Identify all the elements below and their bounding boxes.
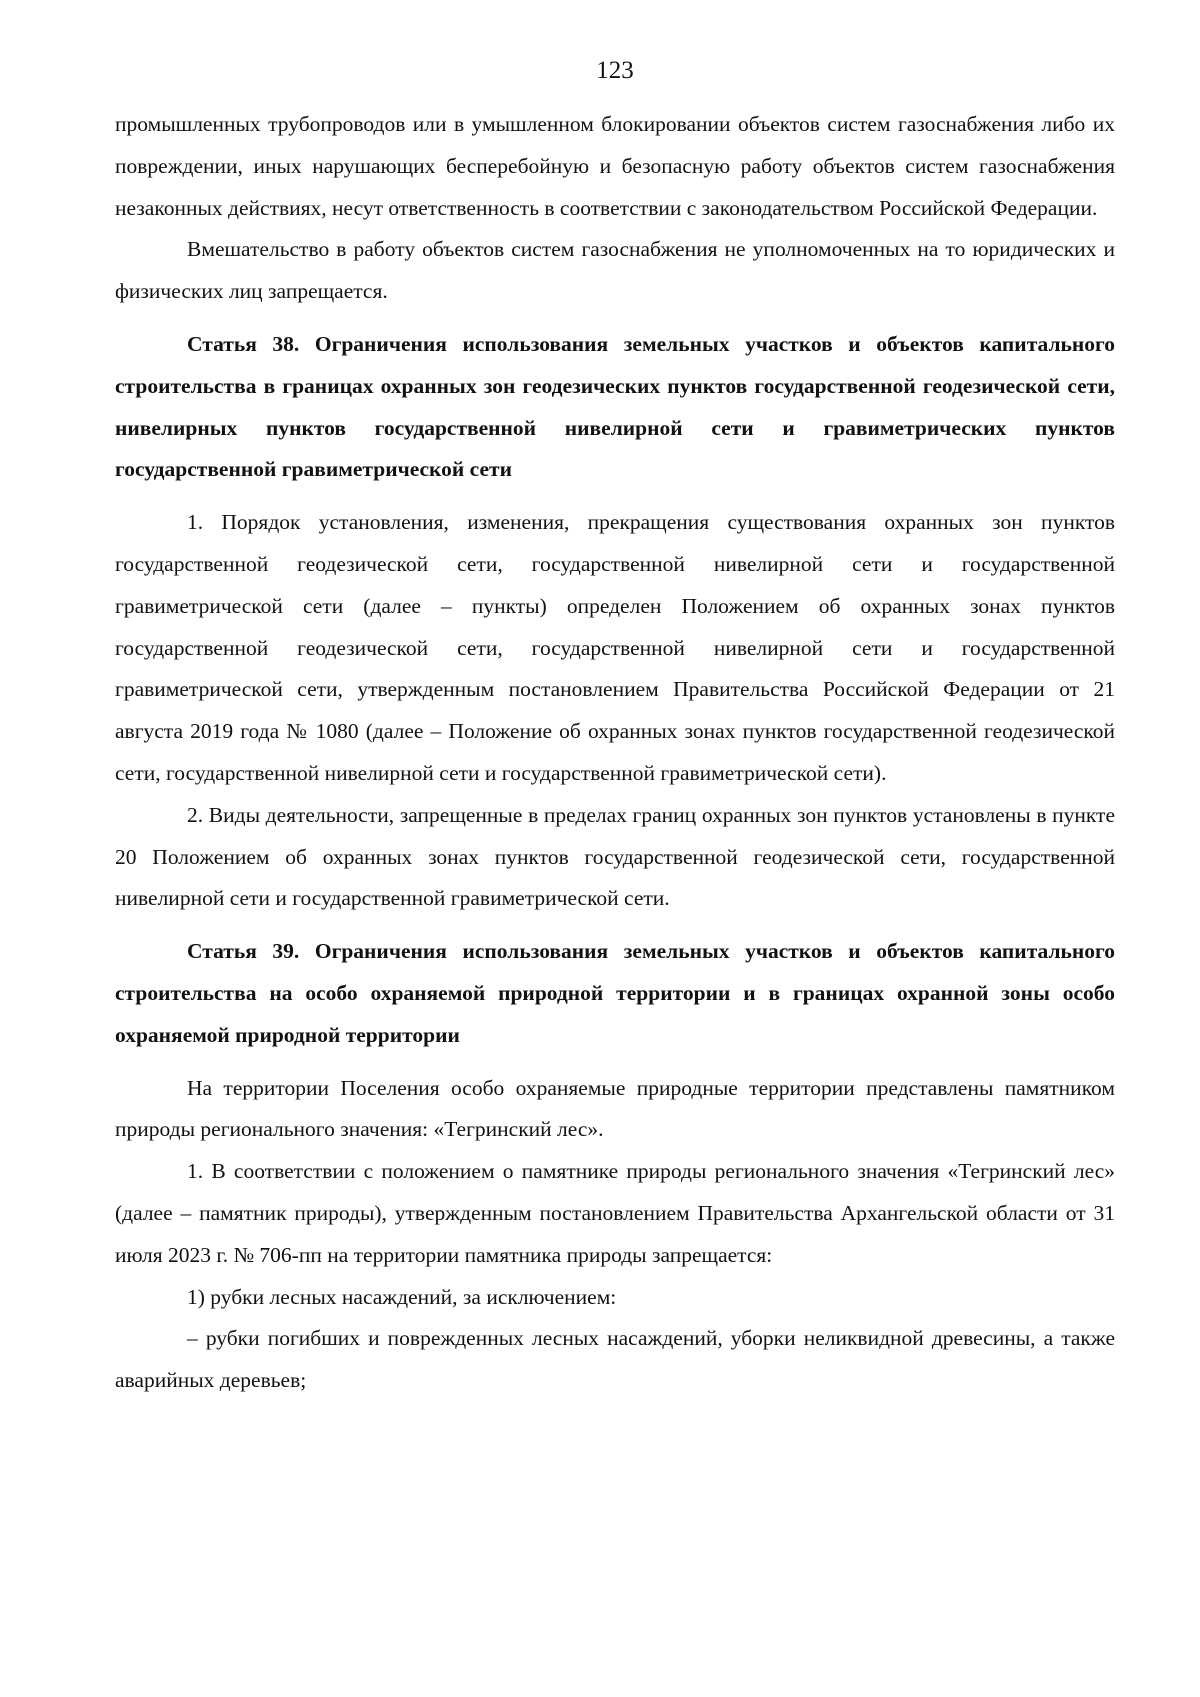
article-39-subitem-1: 1) рубки лесных насаждений, за исключением: [187,1284,617,1309]
document-page [115,52,1115,1402]
page-number: 123 [596,57,634,84]
article-39-subitem-dash: – рубки погибших и поврежденных лесных насаждений, уборки неликвидной древесины, а также аварийных деревьев; [115,1326,1115,1393]
article-39-item-1: 1. В соответствии с положением о памятнике природы регионального значения «Тегринский лес» (далее – памятник природы), утвержденным постановлением Правительства Архангельской области от 31 июля 2023 г. № 706-пп на территории памятника природы запрещается: [115,1159,1115,1267]
article-39-intro: На территории Поселения особо охраняемые природные территории представлены памятником природы регионального значения: «Тегринский лес». [115,1075,1115,1142]
article-38-heading: Статья 38. Ограничения использования земельных участков и объектов капитального строительства в границах охранных зон геодезических пунктов государственной геодезической сети, нивелирных пунктов государственной нивелирной сети и гравиметрических пунктов государственной гравиметрической сети [115,331,1115,482]
article-39-heading: Статья 39. Ограничения использования земельных участков и объектов капитального строительства на особо охраняемой природной территории и в границах охранной зоны особо охраняемой природной территории [115,939,1115,1047]
article-38-item-2: 2. Виды деятельности, запрещенные в пределах границ охранных зон пунктов установлены в пункте 20 Положением об охранных зонах пунктов государственной геодезической сети, государственной нивелирной сети и государственной гравиметрической сети. [115,802,1115,911]
paragraph-gas-interference: Вмешательство в работу объектов систем газоснабжения не уполномоченных на то юридических и физических лиц запрещается. [115,237,1115,304]
paragraph-gas-liability: промышленных трубопроводов или в умышленном блокировании объектов систем газоснабжения либо их повреждении, иных нарушающих бесперебойную и безопасную работу объектов систем газоснабжения незаконных действиях, несут ответственность в соответствии с законодательством Российской Федерации. [115,112,1115,220]
article-38-item-1: 1. Порядок установления, изменения, прекращения существования охранных зон пунктов государственной геодезической сети, государственной нивелирной сети и государственной гравиметрической сети (далее – пункты) определен Положением об охранных зонах пунктов государственной геодезической сети, государственной нивелирной сети и государственной гравиметрической сети, утвержденным постановлением Правительства Российской Федерации от 21 августа 2019 года № 1080 (далее – Положение об охранных зонах пунктов государственной геодезической сети, государственной нивелирной сети и государственной гравиметрической сети). [115,510,1115,785]
